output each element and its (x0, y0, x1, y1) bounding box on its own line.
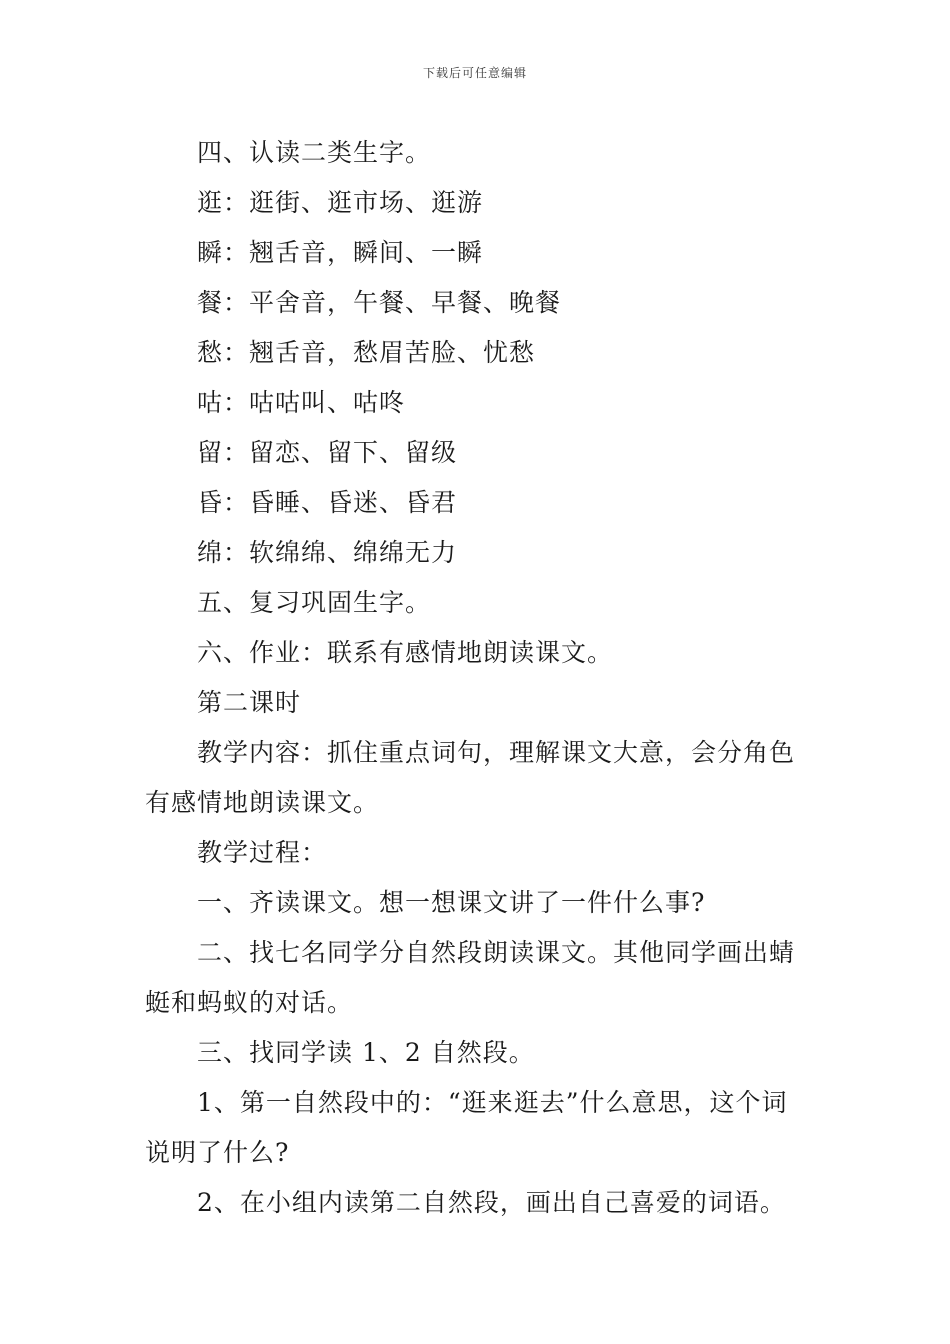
document-body (145, 128, 810, 1228)
step-one-paragraph: 一、齐读课文。想一想课文讲了一件什么事? (197, 888, 706, 917)
section-heading-recognize-characters: 四、认读二类生字。 (197, 138, 432, 167)
section-heading-review: 五、复习巩固生字。 (197, 588, 432, 617)
question-one-paragraph: 1、第一自然段中的：“逛来逛去”什么意思，这个词说明了什么? (145, 1088, 788, 1167)
vocab-line-chou: 愁：翘舌音，愁眉苦脸、忧愁 (197, 338, 536, 367)
vocab-line-can: 餐：平舍音，午餐、早餐、晚餐 (197, 288, 562, 317)
teaching-content-paragraph: 教学内容：抓住重点词句，理解课文大意，会分角色有感情地朗读课文。 (145, 738, 796, 817)
vocab-line-shun: 瞬：翘舌音，瞬间、一瞬 (197, 238, 484, 267)
question-two-paragraph: 2、在小组内读第二自然段，画出自己喜爱的词语。 (197, 1188, 786, 1217)
teaching-process-heading: 教学过程： (197, 838, 328, 867)
vocab-line-mian: 绵：软绵绵、绵绵无力 (197, 538, 458, 567)
vocab-line-gu: 咕：咕咕叫、咕咚 (197, 388, 406, 417)
vocab-line-hun: 昏：昏睡、昏迷、昏君 (197, 488, 458, 517)
vocab-line-guang: 逛：逛街、逛市场、逛游 (197, 188, 484, 217)
lesson-heading-second-period: 第二课时 (197, 688, 302, 717)
section-heading-homework: 六、作业：联系有感情地朗读课文。 (197, 638, 614, 667)
page-header-note: 下载后可任意编辑 (422, 66, 527, 80)
vocab-line-liu: 留：留恋、留下、留级 (197, 438, 458, 467)
step-three-paragraph: 三、找同学读 1、2 自然段。 (197, 1038, 535, 1067)
step-two-paragraph: 二、找七名同学分自然段朗读课文。其他同学画出蜻蜓和蚂蚁的对话。 (145, 938, 796, 1017)
